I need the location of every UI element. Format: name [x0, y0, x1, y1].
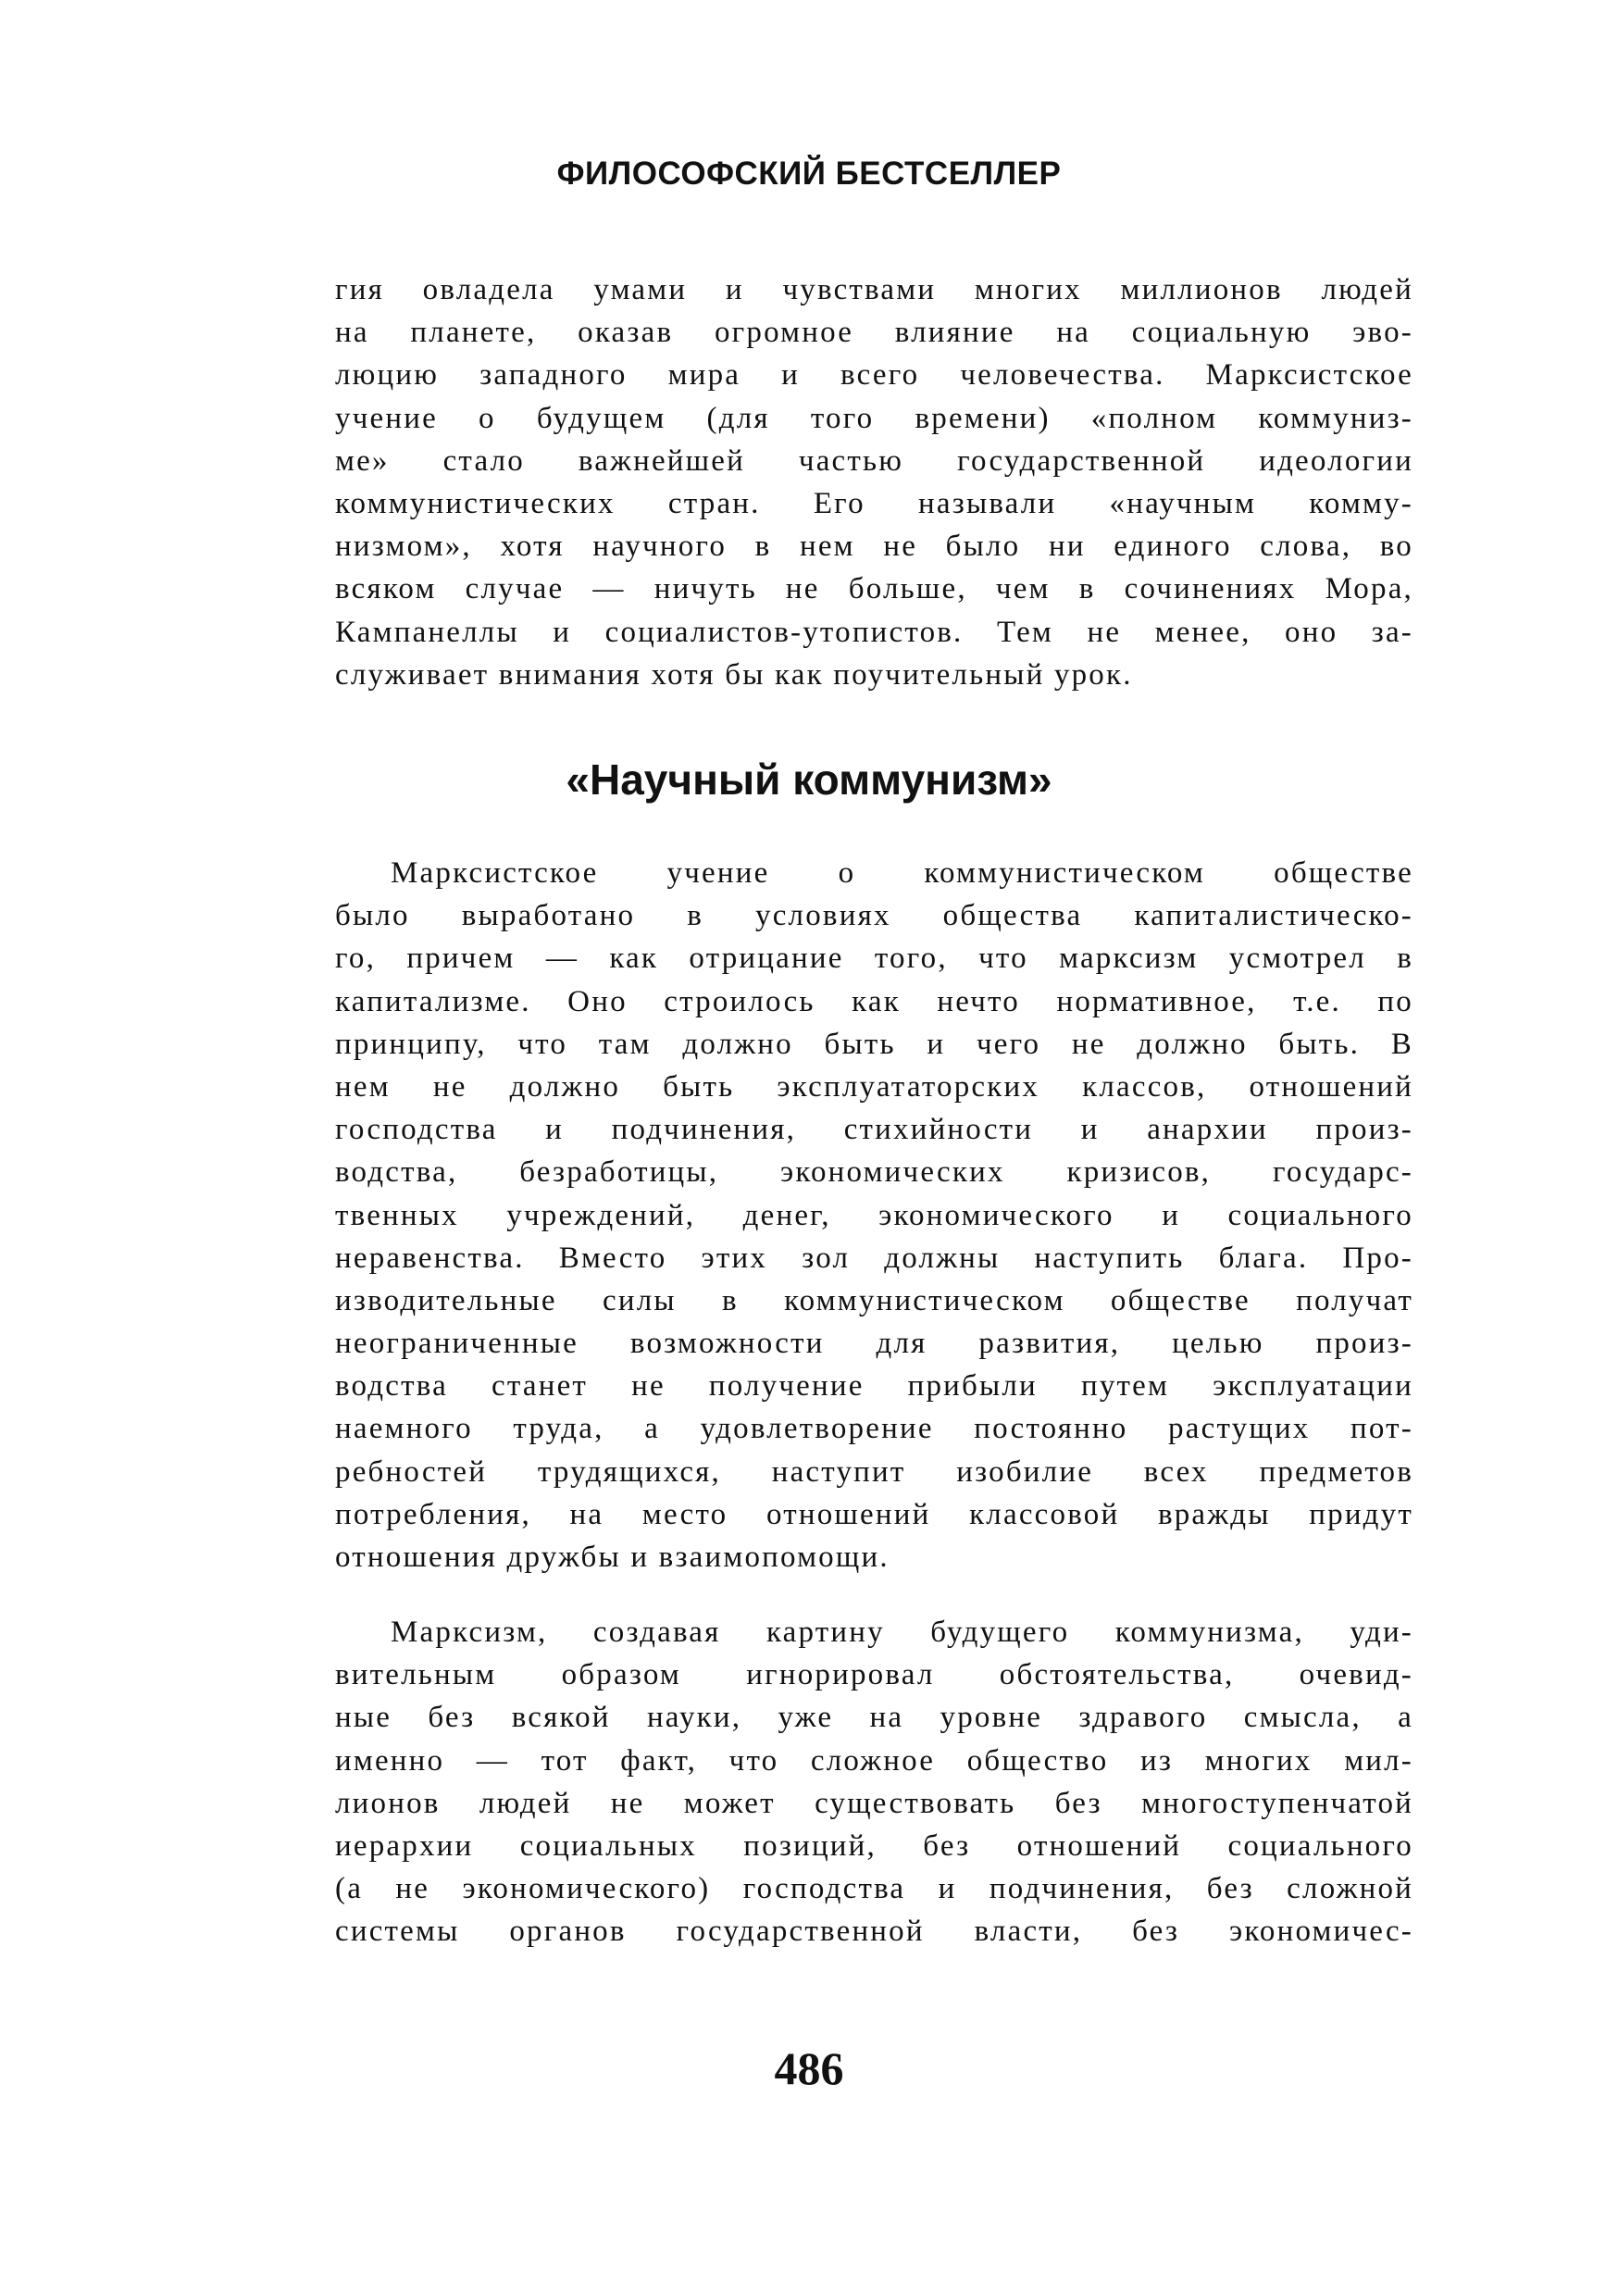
text-line: гия овладела умами и чувствами многих миллионов людей	[335, 273, 1413, 306]
text-line: го, причем — как отрицание того, что марксизм усмотрел в	[335, 942, 1413, 976]
text-line: коммунистических стран. Его называли «научным комму-	[335, 486, 1413, 520]
text-line: лионов людей не может существовать без многоступенчатой	[335, 1786, 1413, 1820]
text-line: принципу, что там должно быть и чего не должно быть. В	[335, 1027, 1413, 1061]
text-line: учение о будущем (для того времени) «полном коммуниз-	[335, 401, 1413, 435]
text-line: капитализме. Оно строилось как нечто нормативное, т.е. по	[335, 984, 1413, 1018]
text-line: ме» стало важнейшей частью государственной идеологии	[335, 443, 1413, 478]
text-line: вительным образом игнорировал обстоятельства, очевид-	[335, 1658, 1413, 1692]
paragraph	[335, 1611, 1413, 1953]
text-line: водства, безработицы, экономических кризисов, государс-	[335, 1155, 1413, 1190]
running-header: ФИЛОСОФСКИЙ БЕСТСЕЛЛЕР	[556, 156, 1062, 192]
text-line: было выработано в условиях общества капиталистическо-	[335, 899, 1413, 933]
text-line: именно — тот факт, что сложное общество из многих мил-	[335, 1743, 1413, 1778]
text-line: Марксистское учение о коммунистическом обществе	[391, 856, 1413, 890]
text-line: отношения дружбы и взаимопомощи.	[335, 1541, 890, 1574]
section-heading: «Научный коммунизм»	[566, 755, 1052, 804]
text-line: потребления, на место отношений классовой вражды придут	[335, 1497, 1413, 1531]
paragraph	[335, 852, 1413, 1578]
text-line: твенных учреждений, денег, экономического и социального	[335, 1198, 1413, 1232]
text-line: (а не экономического) господства и подчинения, без сложной	[335, 1872, 1413, 1906]
text-line: водства станет не получение прибыли путем эксплуатации	[335, 1369, 1413, 1404]
page-number: 486	[774, 2042, 844, 2094]
text-line: ные без всякой науки, уже на уровне здравого смысла, а	[335, 1701, 1413, 1735]
text-line: на планете, оказав огромное влияние на социальную эво-	[335, 316, 1413, 350]
paragraph-continued	[335, 268, 1413, 696]
text-line: служивает внимания хотя бы как поучительный урок.	[335, 657, 1133, 692]
text-line: изводительные силы в коммунистическом обществе получат	[335, 1283, 1413, 1317]
text-line: низмом», хотя научного в нем не было ни единого слова, во	[335, 530, 1413, 564]
text-line: Кампанеллы и социалистов-утопистов. Тем не менее, оно за-	[335, 615, 1413, 649]
text-line: ребностей трудящихся, наступит изобилие всех предметов	[335, 1454, 1413, 1489]
text-line: иерархии социальных позиций, без отношений социального	[335, 1828, 1413, 1863]
text-line: неравенства. Вместо этих зол должны наступить блага. Про-	[335, 1241, 1413, 1275]
text-line: всяком случае — ничуть не больше, чем в сочинениях Мора,	[335, 572, 1413, 606]
text-line: наемного труда, а удовлетворение постоянно растущих пот-	[335, 1412, 1413, 1446]
text-line: нем не должно быть эксплуататорских классов, отношений	[335, 1069, 1413, 1104]
text-line: неограниченные возможности для развития, целью произ-	[335, 1327, 1413, 1361]
text-line: люцию западного мира и всего человечества. Марксистское	[335, 358, 1413, 393]
text-line: господства и подчинения, стихийности и анархии произ-	[335, 1113, 1413, 1147]
text-line: Марксизм, создавая картину будущего коммунизма, уди-	[391, 1616, 1413, 1649]
text-line: системы органов государственной власти, без экономичес-	[335, 1915, 1413, 1949]
